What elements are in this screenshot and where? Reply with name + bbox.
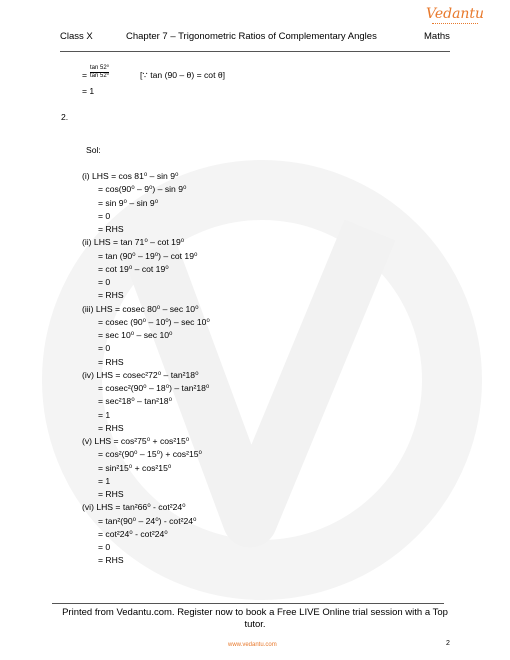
solution-line: = sin 9⁰ – sin 9⁰ xyxy=(98,197,159,208)
solution-line: = cos(90⁰ – 9⁰) – sin 9⁰ xyxy=(98,184,187,195)
header-class: Class X xyxy=(60,31,93,42)
page-number: 2 xyxy=(446,640,450,647)
solution-line: (i) LHS = cos 81⁰ – sin 9⁰ xyxy=(82,171,179,181)
solution-line: = RHS xyxy=(98,224,124,234)
solution-line: = RHS xyxy=(98,422,124,433)
solution-line: = 1 xyxy=(98,475,111,486)
solution-line: = 0 xyxy=(98,210,111,221)
solution-line: = cosec (90⁰ – 10⁰) – sec 10⁰ xyxy=(98,316,210,327)
solution-line: (v) LHS = cos²75⁰ + cos²15⁰ xyxy=(82,436,190,446)
header-divider xyxy=(60,51,450,52)
solution-line: = cot 19⁰ – cot 19⁰ xyxy=(98,263,169,274)
intro-fraction xyxy=(90,65,109,80)
solution-line: = RHS xyxy=(98,489,124,499)
footer-divider xyxy=(52,603,444,604)
solution-line: = RHS xyxy=(98,555,124,566)
question-number: 2. xyxy=(61,112,69,122)
solution-line: = RHS xyxy=(98,290,124,301)
solution-line: = 0 xyxy=(98,542,111,552)
solution-line: = 0 xyxy=(98,277,111,287)
intro-reason: [∵ tan (90 – θ) = cot θ] xyxy=(140,70,226,80)
footer-print-notice: Printed from Vedantu.com. Register now to book a Free LIVE Online trial session with a Top tutor. xyxy=(62,607,448,630)
logo-tagline xyxy=(432,23,478,26)
solution-line: = sec 10⁰ – sec 10⁰ xyxy=(98,330,173,340)
header-chapter-title: Chapter 7 – Trigonometric Ratios of Complementary Angles xyxy=(126,31,377,42)
solution-line: (iv) LHS = cosec²72⁰ – tan²18⁰ xyxy=(82,369,199,380)
solution-line: = cot²24⁰ - cot²24⁰ xyxy=(98,528,168,539)
solution-line: (iii) LHS = cosec 80⁰ – sec 10⁰ xyxy=(82,303,199,314)
solution-line: = 0 xyxy=(98,343,111,354)
header-subject: Maths xyxy=(424,31,450,42)
solution-line: = sec²18⁰ – tan²18⁰ xyxy=(98,396,173,407)
intro-result: = 1 xyxy=(82,86,95,96)
solution-line: = sin²15⁰ + cos²15⁰ xyxy=(98,462,172,473)
intro-equals: = xyxy=(82,70,88,80)
solution-line: (vi) LHS = tan²66⁰ - cot²24⁰ xyxy=(82,502,186,513)
solution-line: = cosec²(90⁰ – 18⁰) – tan²18⁰ xyxy=(98,383,210,393)
solution-line: = tan (90⁰ – 19⁰) – cot 19⁰ xyxy=(98,250,198,261)
solution-line: = RHS xyxy=(98,356,124,367)
fraction-numerator: tan 52⁰ xyxy=(90,65,110,71)
solution-line: = 1 xyxy=(98,409,111,420)
solution-label: Sol: xyxy=(86,145,101,155)
footer-website-link[interactable]: www.vedantu.com xyxy=(228,642,277,648)
logo-wordmark: Vedantu xyxy=(426,6,485,22)
fraction-denominator: tan 52⁰ xyxy=(90,73,110,79)
solution-line: = tan²(90⁰ – 24⁰) - cot²24⁰ xyxy=(98,515,197,526)
solution-line: (ii) LHS = tan 71⁰ – cot 19⁰ xyxy=(82,237,185,248)
solution-line: = cos²(90⁰ – 15⁰) + cos²15⁰ xyxy=(98,449,202,460)
vedantu-logo[interactable] xyxy=(426,6,485,30)
